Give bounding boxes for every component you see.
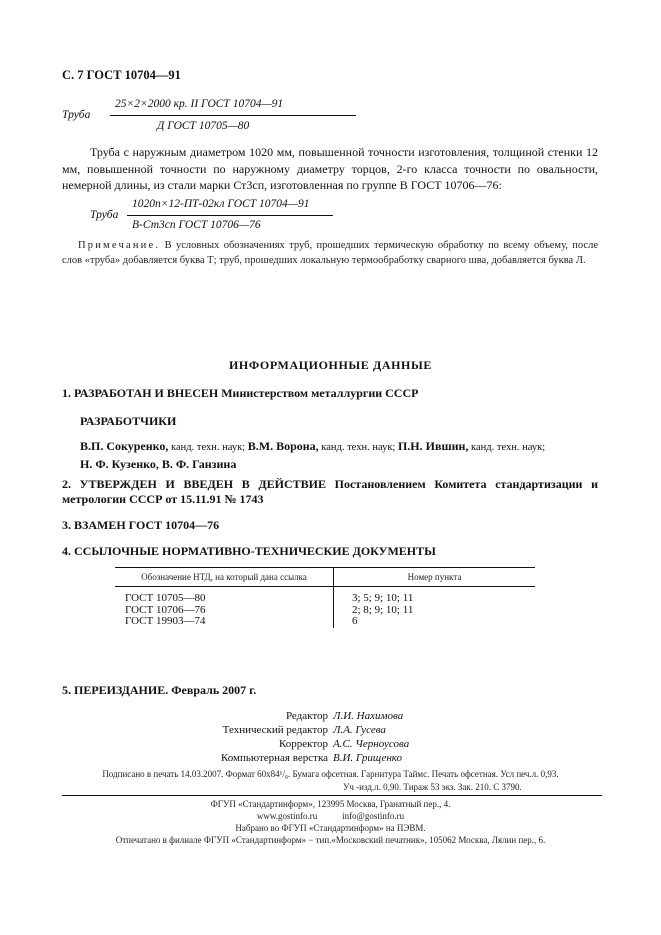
publisher-contacts	[0, 811, 661, 821]
note-lead: Примечание.	[78, 240, 161, 251]
publisher-line-4: Отпечатано в филиале ФГУП «Стандартинформ» − тип.«Московский печатник», 105062 Москва, Лялин пер., 6.	[115, 835, 546, 845]
developer-name: В.П. Сокуренко,	[80, 439, 169, 453]
fraction-line	[110, 115, 356, 116]
fraction-line	[127, 215, 333, 216]
credit-name: Л.А. Гусева	[333, 724, 386, 736]
imprint-line-2: Уч -изд.л. 0,90. Тираж 53 экз. Зак. 210. С 3790.	[343, 782, 522, 792]
credit-name: В.И. Грищенко	[333, 752, 403, 764]
table-header-clause: Номер пункта	[334, 568, 536, 587]
developer-name: В.М. Ворона,	[247, 439, 319, 453]
table-cell-doc: ГОСТ 10706—76	[115, 605, 334, 617]
paragraph-example-2: Труба с наружным диаметром 1020 мм, повышенной точности изготовления, толщиной стенки 12 мм, повышенной точности по наружному диаметру торцов, 2-го класса точности по овальности, немерной длины, из стали марки Ст3сп, изготовленная по группе В ГОСТ 10706—76:	[62, 145, 598, 192]
item-4: 4. ССЫЛОЧНЫЕ НОРМАТИВНО-ТЕХНИЧЕСКИЕ ДОКУМЕНТЫ	[62, 544, 436, 558]
note-text: В условных обозначениях труб, прошедших термическую обработку по всему объему, после слов «труба» добавляется буква Т; труб, прошедших локальную термообработку сварного шва, добавляется буква Л.	[62, 240, 598, 266]
credits	[0, 709, 661, 765]
page-header: С. 7 ГОСТ 10704—91	[62, 68, 181, 82]
table-cell-doc: ГОСТ 19903—74	[115, 616, 334, 628]
publisher-site: www.gostinfo.ru	[256, 811, 318, 821]
credit-name: А.С. Черноусова	[333, 738, 410, 750]
publisher-line-1: ФГУП «Стандартинформ», 123995 Москва, Гранатный пер., 4.	[210, 799, 451, 809]
credit-name: Л.И. Нахимова	[333, 710, 404, 722]
credit-role: Технический редактор	[222, 724, 328, 736]
table-cell-clause: 2; 8; 9; 10; 11	[352, 603, 414, 616]
example-numerator: 25×2×2000 кр. II ГОСТ 10704—91	[115, 98, 284, 110]
developers-list	[80, 438, 600, 472]
table-row	[115, 587, 535, 605]
credit-row	[0, 723, 661, 737]
credit-row	[0, 737, 661, 751]
note	[62, 239, 598, 268]
credit-role: Редактор	[285, 710, 328, 722]
credit-row	[0, 709, 661, 723]
developer-name: П.Н. Ившин,	[397, 439, 469, 453]
publisher-line-3: Набрано во ФГУП «Стандартинформ» на ПЭВМ.	[235, 823, 426, 833]
example-numerator: 1020п×12-ПТ-02кл ГОСТ 10704—91	[132, 198, 310, 210]
credit-role: Корректор	[278, 738, 328, 750]
developer-names-line2: Н. Ф. Кузенко, В. Ф. Ганзина	[80, 457, 237, 471]
example-label: Труба	[90, 209, 119, 221]
table-cell-clause: 3; 5; 9; 10; 11	[352, 592, 414, 604]
table-header-doc: Обозначение НТД, на который дана ссылка	[115, 568, 334, 587]
developers-title: РАЗРАБОТЧИКИ	[80, 414, 177, 428]
developer-degree: канд. техн. наук;	[318, 442, 398, 453]
item-2: 2. УТВЕРЖДЕН И ВВЕДЕН В ДЕЙСТВИЕ Постановлением Комитета стандартизации и метрологии СССР от 15.11.91 № 1743	[62, 477, 598, 506]
reference-table	[115, 567, 535, 628]
imprint-line-1: Подписано в печать 14.03.2007. Формат 60х84¹/₈. Бумага офсетная. Гарнитура Таймс. Печать офсетная. Усл печ.л. 0,93.	[102, 769, 559, 779]
divider	[62, 795, 602, 796]
example-label: Труба	[62, 109, 91, 121]
item-5: 5. ПЕРЕИЗДАНИЕ. Февраль 2007 г.	[62, 683, 257, 697]
credit-row	[0, 751, 661, 765]
developer-degree: канд. техн. наук;	[468, 442, 546, 453]
item-3: 3. ВЗАМЕН ГОСТ 10704—76	[62, 518, 220, 532]
table-row	[115, 616, 535, 628]
table-cell-doc: ГОСТ 10705—80	[115, 587, 334, 605]
designation-example-1	[62, 98, 362, 138]
table-cell-clause: 6	[352, 615, 358, 627]
example-denominator: Д ГОСТ 10705—80	[157, 120, 250, 132]
publisher-email: info@gostinfo.ru	[342, 811, 405, 821]
credit-role: Компьютерная верстка	[220, 752, 328, 764]
info-section-title: ИНФОРМАЦИОННЫЕ ДАННЫЕ	[229, 358, 432, 372]
developer-degree: канд. техн. наук;	[168, 442, 248, 453]
designation-example-2	[90, 198, 350, 238]
example-denominator: В-Ст3сп ГОСТ 10706—76	[132, 219, 261, 231]
item-1: 1. РАЗРАБОТАН И ВНЕСЕН Министерством металлургии СССР	[62, 386, 419, 400]
